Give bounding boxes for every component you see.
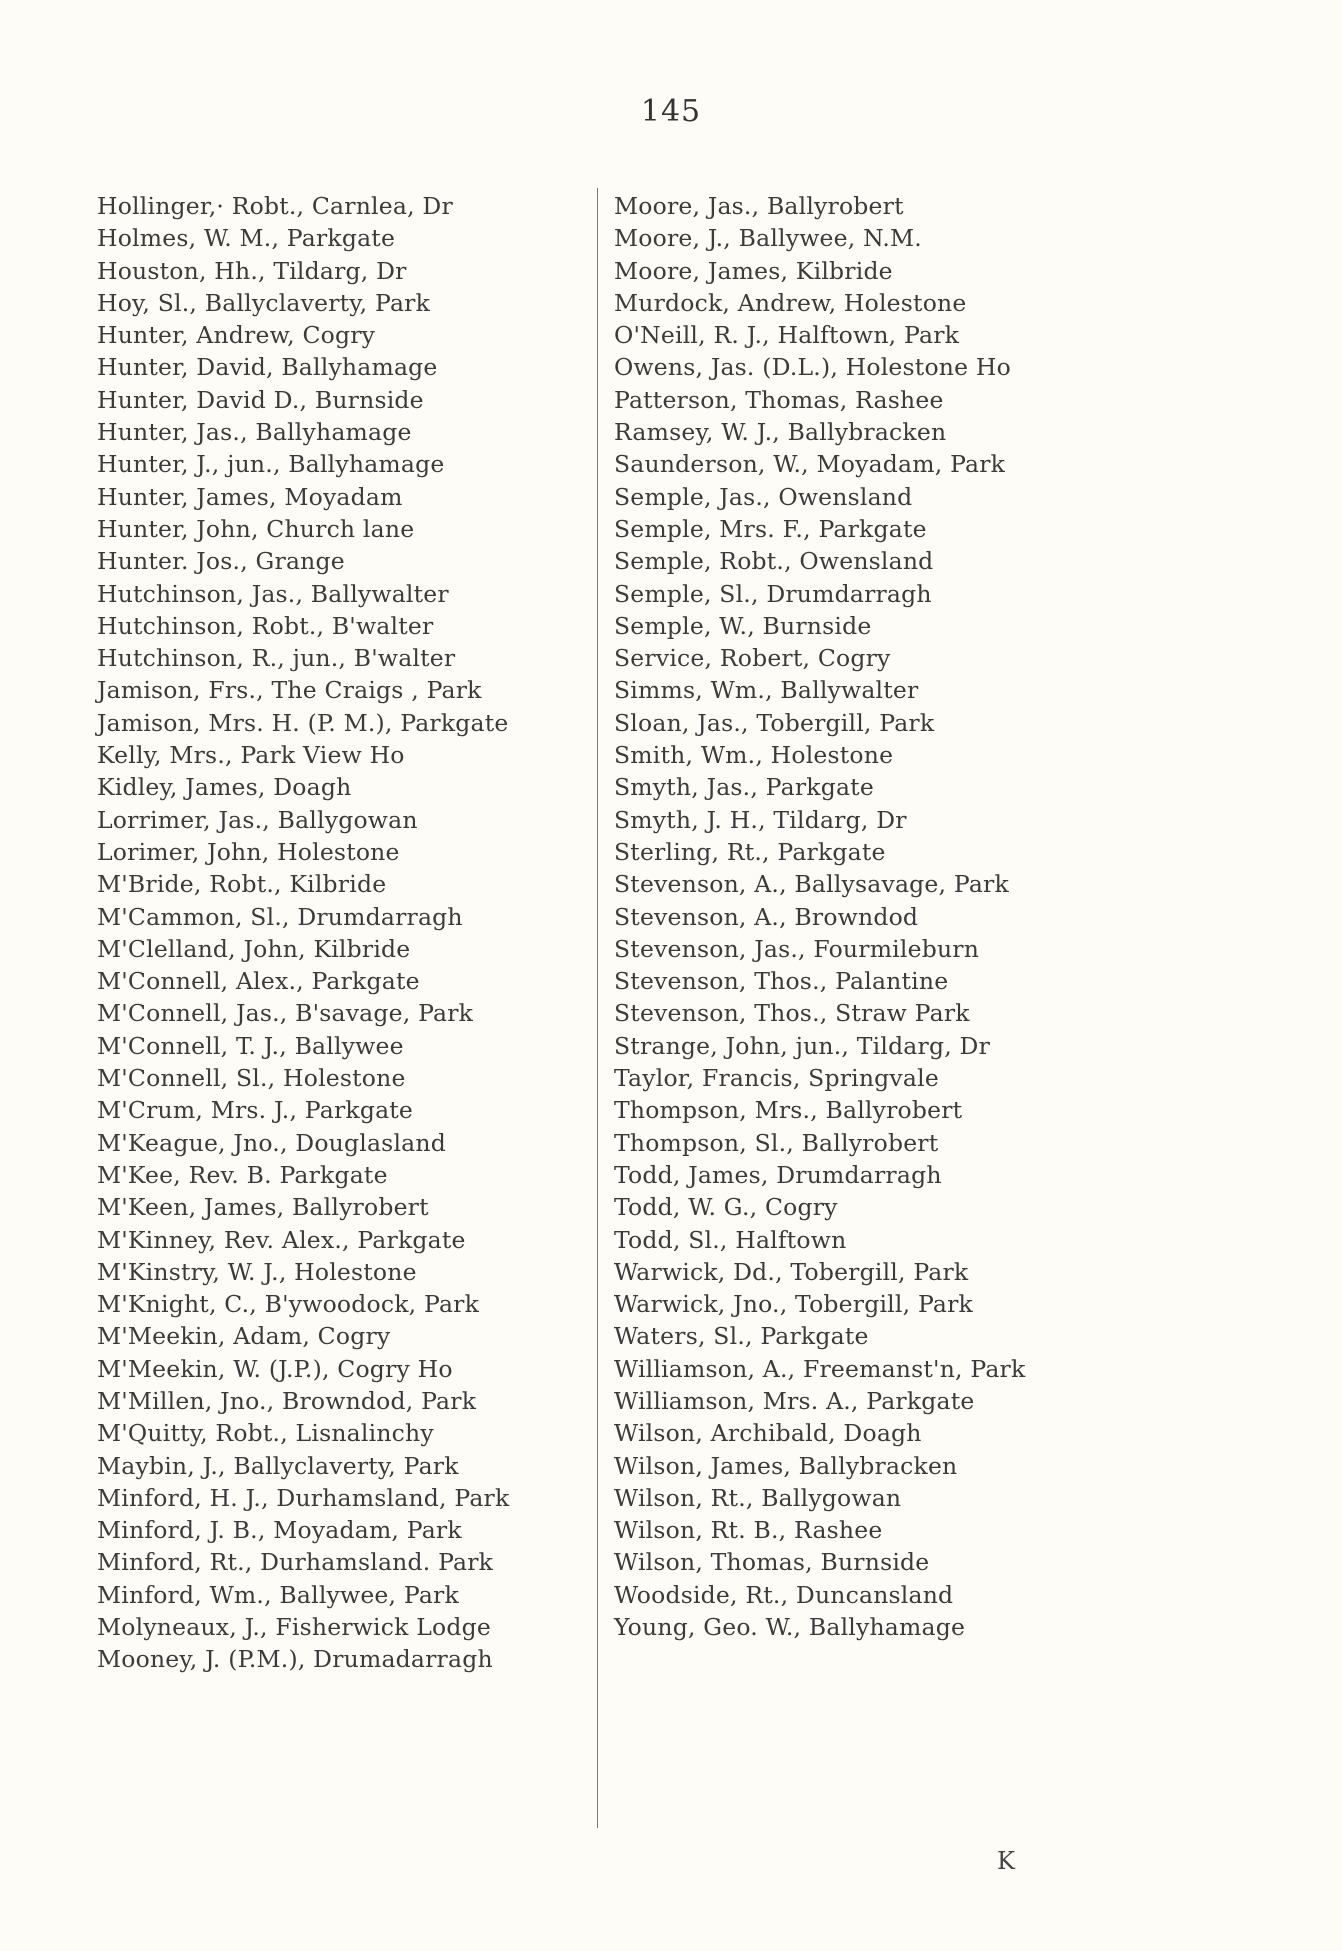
directory-entry: Minford, H. J., Durhamsland, Park — [97, 1483, 510, 1512]
directory-entry: Maybin, J., Ballyclaverty, Park — [97, 1451, 459, 1480]
directory-entry: Owens, Jas. (D.L.), Holestone Ho — [614, 353, 1011, 382]
directory-entry: M'Crum, Mrs. J., Parkgate — [97, 1096, 414, 1125]
right-column-directory — [614, 190, 1114, 1643]
directory-entry: Semple, Mrs. F., Parkgate — [614, 514, 927, 543]
directory-entry: Strange, John, jun., Tildarg, Dr — [614, 1031, 991, 1060]
directory-entry: Holmes, W. M., Parkgate — [97, 224, 396, 253]
directory-entry: Stevenson, A., Browndod — [614, 902, 919, 931]
directory-entry: Semple, Robt., Owensland — [614, 547, 934, 576]
left-column-directory — [97, 190, 587, 1676]
directory-entry: M'Keague, Jno., Douglasland — [97, 1128, 446, 1157]
directory-entry: Wilson, James, Ballybracken — [614, 1451, 958, 1480]
directory-entry: Stevenson, Jas., Fourmileburn — [614, 934, 980, 963]
directory-entry: M'Knight, C., B'ywoodock, Park — [97, 1290, 480, 1319]
directory-entry: Hollinger,· Robt., Carnlea, Dr — [97, 192, 453, 220]
directory-entry: M'Kinstry, W. J., Holestone — [97, 1257, 417, 1286]
directory-entry: M'Meekin, W. (J.P.), Cogry Ho — [97, 1354, 453, 1383]
directory-entry: Stevenson, Thos., Palantine — [614, 967, 949, 996]
directory-entry: Ramsey, W. J., Ballybracken — [614, 418, 947, 447]
directory-entry: M'Connell, Jas., B'savage, Park — [97, 999, 474, 1028]
directory-entry: M'Bride, Robt., Kilbride — [97, 870, 387, 899]
directory-entry: M'Clelland, John, Kilbride — [97, 934, 411, 963]
directory-entry: Hunter, Jas., Ballyhamage — [97, 418, 412, 447]
directory-entry: Lorrimer, Jas., Ballygowan — [97, 805, 418, 834]
directory-entry: Houston, Hh., Tildarg, Dr — [97, 256, 407, 285]
directory-entry: M'Cammon, Sl., Drumdarragh — [97, 902, 463, 931]
directory-entry: Smith, Wm., Holestone — [614, 741, 894, 770]
directory-entry: Jamison, Mrs. H. (P. M.), Parkgate — [97, 708, 509, 737]
directory-entry: Hunter, David, Ballyhamage — [97, 353, 438, 382]
directory-entry: M'Kee, Rev. B. Parkgate — [97, 1160, 388, 1189]
directory-entry: M'Meekin, Adam, Cogry — [97, 1322, 391, 1351]
directory-entry: Patterson, Thomas, Rashee — [614, 385, 944, 414]
directory-entry: Saunderson, W., Moyadam, Park — [614, 450, 1006, 479]
directory-entry: O'Neill, R. J., Halftown, Park — [614, 321, 960, 350]
directory-entry: Wilson, Rt. B., Rashee — [614, 1516, 883, 1545]
directory-entry: Sterling, Rt., Parkgate — [614, 837, 886, 866]
directory-entry: Taylor, Francis, Springvale — [614, 1064, 939, 1093]
directory-entry: Sloan, Jas., Tobergill, Park — [614, 708, 935, 737]
directory-entry: Smyth, Jas., Parkgate — [614, 773, 874, 802]
directory-entry: Mooney, J. (P.M.), Drumadarragh — [97, 1645, 493, 1674]
directory-entry: Hutchinson, Robt., B'walter — [97, 611, 434, 640]
directory-entry: Moore, James, Kilbride — [614, 256, 893, 285]
directory-entry: Hoy, Sl., Ballyclaverty, Park — [97, 288, 431, 317]
directory-entry: Moore, J., Ballywee, N.M. — [614, 224, 922, 253]
directory-entry: Stevenson, A., Ballysavage, Park — [614, 870, 1009, 899]
directory-entry: Williamson, Mrs. A., Parkgate — [614, 1386, 975, 1415]
directory-entry: M'Connell, Sl., Holestone — [97, 1064, 406, 1093]
page-number: 145 — [640, 94, 702, 129]
directory-entry: Warwick, Jno., Tobergill, Park — [614, 1290, 973, 1319]
directory-entry: M'Keen, James, Ballyrobert — [97, 1193, 429, 1222]
directory-entry: Wilson, Thomas, Burnside — [614, 1548, 930, 1577]
directory-entry: Stevenson, Thos., Straw Park — [614, 999, 970, 1028]
directory-entry: Moore, Jas., Ballyrobert — [614, 192, 904, 220]
directory-entry: Semple, W., Burnside — [614, 611, 872, 640]
directory-entry: Hunter, J., jun., Ballyhamage — [97, 450, 445, 479]
directory-entry: Hunter, Andrew, Cogry — [97, 321, 376, 350]
directory-entry: Smyth, J. H., Tildarg, Dr — [614, 805, 907, 834]
directory-entry: Simms, Wm., Ballywalter — [614, 676, 919, 705]
directory-entry: Minford, Wm., Ballywee, Park — [97, 1580, 459, 1609]
directory-entry: M'Kinney, Rev. Alex., Parkgate — [97, 1225, 466, 1254]
directory-entry: Young, Geo. W., Ballyhamage — [614, 1613, 966, 1642]
directory-entry: Minford, J. B., Moyadam, Park — [97, 1516, 462, 1545]
directory-entry: Wilson, Rt., Ballygowan — [614, 1483, 902, 1512]
directory-entry: Kelly, Mrs., Park View Ho — [97, 741, 405, 770]
directory-entry: Hunter, David D., Burnside — [97, 385, 424, 414]
directory-entry: Thompson, Sl., Ballyrobert — [614, 1128, 939, 1157]
directory-entry: Waters, Sl., Parkgate — [614, 1322, 869, 1351]
directory-entry: Kidley, James, Doagh — [97, 773, 352, 802]
directory-entry: M'Connell, T. J., Ballywee — [97, 1031, 404, 1060]
directory-entry: Service, Robert, Cogry — [614, 644, 891, 673]
directory-entry: Molyneaux, J., Fisherwick Lodge — [97, 1613, 491, 1642]
directory-entry: Wilson, Archibald, Doagh — [614, 1419, 922, 1448]
directory-entry: M'Connell, Alex., Parkgate — [97, 967, 420, 996]
directory-entry: Todd, Sl., Halftown — [614, 1225, 847, 1254]
directory-entry: Warwick, Dd., Tobergill, Park — [614, 1257, 969, 1286]
directory-entry: M'Quitty, Robt., Lisnalinchy — [97, 1419, 434, 1448]
directory-entry: Semple, Sl., Drumdarragh — [614, 579, 932, 608]
directory-entry: Hutchinson, Jas., Ballywalter — [97, 579, 449, 608]
directory-entry: Hunter, John, Church lane — [97, 514, 415, 543]
directory-entry: Todd, James, Drumdarragh — [614, 1160, 942, 1189]
directory-entry: Woodside, Rt., Duncansland — [614, 1580, 954, 1609]
directory-entry: Todd, W. G., Cogry — [614, 1193, 838, 1222]
signature-mark: K — [997, 1847, 1015, 1875]
directory-entry: Lorimer, John, Holestone — [97, 837, 400, 866]
directory-entry: M'Millen, Jno., Browndod, Park — [97, 1386, 477, 1415]
directory-entry: Thompson, Mrs., Ballyrobert — [614, 1096, 963, 1125]
directory-entry: Hunter. Jos., Grange — [97, 547, 345, 576]
directory-entry: Semple, Jas., Owensland — [614, 482, 913, 511]
directory-entry: Hutchinson, R., jun., B'walter — [97, 644, 456, 673]
directory-entry: Jamison, Frs., The Craigs , Park — [97, 676, 482, 705]
directory-entry: Hunter, James, Moyadam — [97, 482, 403, 511]
directory-entry: Minford, Rt., Durhamsland. Park — [97, 1548, 494, 1577]
directory-entry: Murdock, Andrew, Holestone — [614, 288, 967, 317]
column-divider — [597, 188, 598, 1828]
directory-entry: Williamson, A., Freemanst'n, Park — [614, 1354, 1026, 1383]
